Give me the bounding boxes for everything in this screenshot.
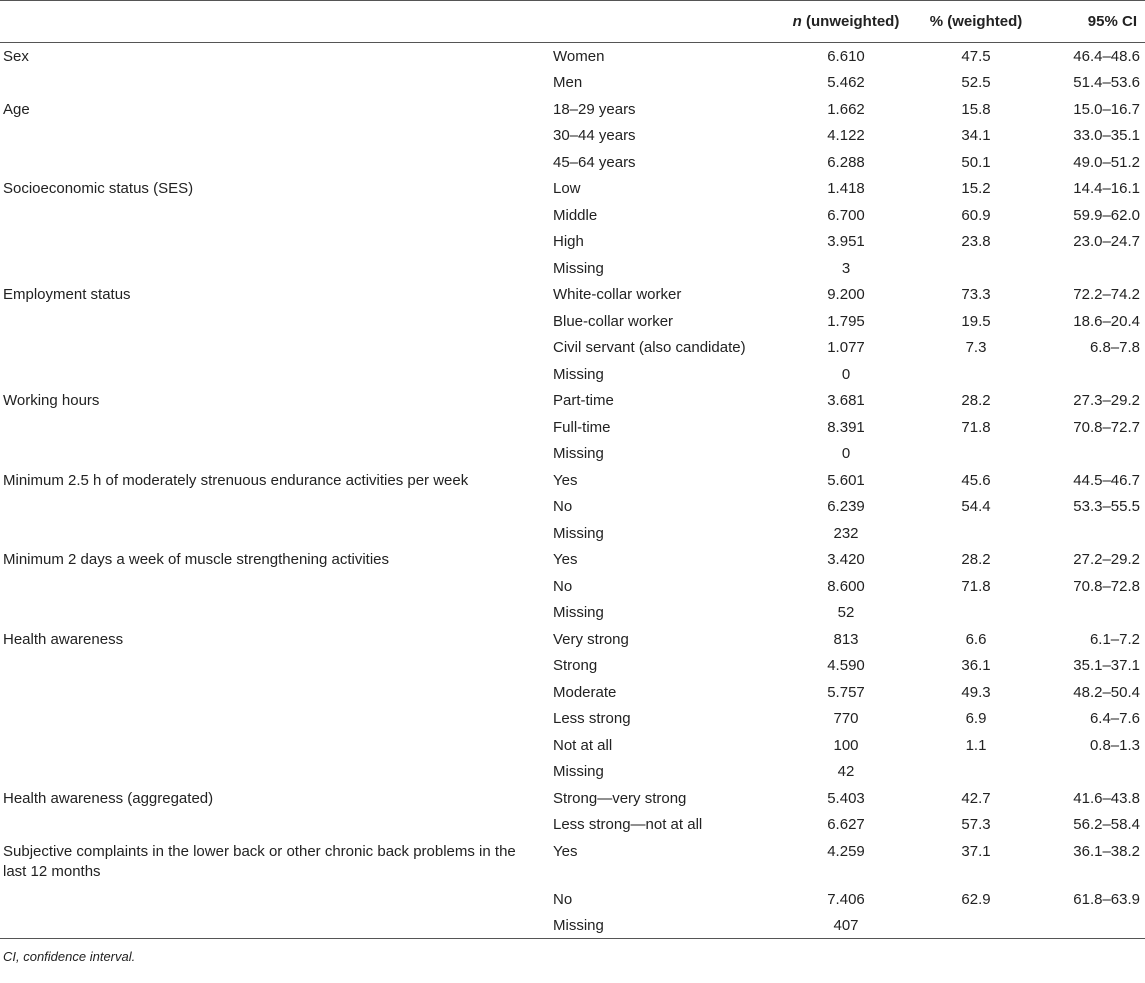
table-row [0, 811, 1145, 838]
cell-pct-weighted: 15.8 [961, 100, 991, 118]
cell-n-unweighted: 42 [837, 763, 855, 780]
cell-variable [0, 758, 545, 785]
cell-category: Missing [553, 365, 604, 383]
table-row [0, 912, 1145, 939]
cell-pct-weighted: 62.9 [961, 890, 991, 908]
cell-ci: 27.2–29.2 [1073, 551, 1140, 568]
cell-pct-weighted: 71.8 [961, 418, 991, 436]
cell-ci: 48.2–50.4 [1073, 683, 1140, 701]
cell-variable [0, 732, 545, 759]
cell-ci [1041, 912, 1145, 939]
cell-category: Part-time [553, 392, 614, 409]
cell-category: White-collar worker [553, 286, 682, 303]
table-row [0, 493, 1145, 520]
table-header-row [0, 1, 1145, 43]
cell-variable [0, 361, 545, 388]
cell-ci: 36.1–38.2 [1073, 842, 1140, 860]
table-row [0, 440, 1145, 467]
cell-n-unweighted: 8.600 [827, 577, 865, 595]
cell-ci: 59.9–62.0 [1073, 206, 1140, 224]
table-row [0, 732, 1145, 759]
table-row [0, 387, 1145, 414]
cell-variable: Socioeconomic status (SES) [3, 180, 194, 197]
cell-category: Yes [553, 551, 578, 568]
table-row [0, 626, 1145, 653]
cell-pct-weighted [911, 599, 1041, 626]
table-row [0, 255, 1145, 282]
cell-category: Yes [553, 842, 578, 860]
cell-pct-weighted: 52.5 [961, 74, 991, 91]
cell-pct-weighted [911, 361, 1041, 388]
cell-n-unweighted: 6.288 [827, 153, 865, 171]
cell-pct-weighted [911, 255, 1041, 282]
cell-ci: 53.3–55.5 [1073, 498, 1140, 515]
table-row [0, 43, 1145, 70]
cell-pct-weighted: 34.1 [961, 127, 991, 144]
cell-ci [1041, 361, 1145, 388]
cell-variable [0, 308, 545, 335]
cell-ci: 49.0–51.2 [1073, 153, 1140, 171]
cell-pct-weighted: 15.2 [961, 180, 991, 197]
cell-n-unweighted: 6.627 [827, 816, 865, 833]
table-row [0, 96, 1145, 123]
cell-variable [0, 149, 545, 176]
cell-ci: 61.8–63.9 [1073, 890, 1140, 908]
cell-pct-weighted: 71.8 [961, 577, 991, 595]
table-row [0, 361, 1145, 388]
table-row [0, 758, 1145, 785]
table-row [0, 69, 1145, 96]
cell-category: Very strong [553, 630, 629, 648]
cell-variable: Health awareness [3, 630, 124, 648]
cell-variable [0, 122, 545, 149]
cell-pct-weighted: 54.4 [961, 498, 991, 515]
cell-n-unweighted: 770 [833, 710, 859, 727]
cell-category: No [553, 498, 573, 515]
cell-category: Middle [553, 206, 598, 224]
cell-n-unweighted: 0 [841, 445, 851, 462]
table-row [0, 414, 1145, 441]
cell-n-unweighted: 3.951 [827, 233, 865, 250]
cell-variable: Sex [3, 48, 29, 65]
cell-n-unweighted: 6.700 [827, 206, 865, 224]
cell-n-unweighted: 4.122 [827, 127, 865, 144]
cell-n-unweighted: 5.403 [827, 789, 865, 807]
cell-n-unweighted: 52 [837, 604, 855, 621]
header-n-unweighted [781, 1, 911, 43]
table-row [0, 175, 1145, 202]
cell-ci: 15.0–16.7 [1073, 100, 1140, 118]
cell-category: Men [553, 74, 583, 91]
cell-n-unweighted: 5.601 [827, 471, 865, 489]
cell-variable [0, 886, 545, 913]
cell-category: 18–29 years [553, 100, 636, 118]
cell-ci: 27.3–29.2 [1073, 392, 1140, 409]
cell-pct-weighted: 1.1 [965, 736, 987, 754]
cell-variable: Employment status [3, 286, 131, 303]
cell-ci [1041, 599, 1145, 626]
cell-pct-weighted: 28.2 [961, 392, 991, 409]
cell-variable: Minimum 2 days a week of muscle strengthening activities [3, 551, 390, 568]
cell-pct-weighted: 6.6 [965, 630, 987, 648]
cell-category: Missing [545, 912, 781, 939]
header-pct-weighted: % (weighted) [911, 1, 1041, 43]
cell-pct-weighted: 57.3 [961, 816, 991, 833]
cell-n-unweighted: 232 [833, 524, 859, 542]
table-row [0, 652, 1145, 679]
cell-n-unweighted: 7.406 [827, 890, 865, 908]
cell-variable [0, 811, 545, 838]
table-footnote: CI, confidence interval. [3, 949, 136, 964]
cell-n-unweighted: 5.757 [827, 683, 865, 701]
cell-category: High [553, 233, 584, 250]
cell-n-unweighted: 0 [841, 365, 851, 383]
table-body [0, 43, 1145, 939]
cell-category: Missing [553, 763, 604, 780]
cell-variable [0, 255, 545, 282]
cell-variable: Age [3, 100, 30, 118]
cell-ci: 23.0–24.7 [1073, 233, 1140, 250]
cell-pct-weighted: 60.9 [961, 206, 991, 224]
footnote-area [0, 939, 1145, 979]
cell-category: No [553, 577, 573, 595]
cell-ci: 44.5–46.7 [1073, 471, 1140, 489]
cell-ci: 41.6–43.8 [1073, 789, 1140, 807]
header-n-rest: (unweighted) [801, 13, 900, 30]
cell-ci: 56.2–58.4 [1073, 816, 1140, 833]
cell-n-unweighted: 4.259 [827, 842, 865, 860]
cell-ci: 70.8–72.7 [1073, 418, 1140, 436]
cell-pct-weighted: 47.5 [961, 48, 991, 65]
cell-ci: 35.1–37.1 [1073, 657, 1140, 674]
cell-category: 30–44 years [553, 127, 636, 144]
cell-ci: 51.4–53.6 [1073, 74, 1140, 91]
cell-ci: 6.8–7.8 [1089, 339, 1140, 356]
cell-pct-weighted: 37.1 [961, 842, 991, 860]
cell-ci [1041, 758, 1145, 785]
header-variable [0, 1, 545, 43]
table-row [0, 679, 1145, 706]
cell-pct-weighted [911, 520, 1041, 547]
cell-n-unweighted: 100 [833, 736, 859, 754]
cell-ci: 0.8–1.3 [1089, 736, 1140, 754]
table-row [0, 705, 1145, 732]
cell-ci: 14.4–16.1 [1073, 180, 1140, 197]
cell-n-unweighted: 1.418 [827, 180, 865, 197]
cell-variable: Health awareness (aggregated) [3, 789, 214, 807]
cell-n-unweighted: 8.391 [827, 418, 865, 436]
cell-pct-weighted [911, 440, 1041, 467]
cell-ci [1041, 255, 1145, 282]
cell-ci: 6.4–7.6 [1089, 710, 1140, 727]
cell-variable: Minimum 2.5 h of moderately strenuous endurance activities per week [3, 471, 469, 489]
header-n-italic: n [792, 13, 802, 30]
cell-variable [0, 228, 545, 255]
table-row [0, 149, 1145, 176]
header-ci: 95% CI [1041, 1, 1145, 43]
cell-variable [0, 414, 545, 441]
table-row [0, 308, 1145, 335]
cell-pct-weighted: 45.6 [961, 471, 991, 489]
cell-category: Missing [553, 445, 604, 462]
table-row [0, 520, 1145, 547]
table-row [0, 546, 1145, 573]
cell-category: Strong [553, 657, 598, 674]
cell-pct-weighted: 6.9 [965, 710, 987, 727]
cell-pct-weighted [911, 912, 1041, 939]
cell-category: Less strong—not at all [553, 816, 703, 833]
cell-n-unweighted: 1.795 [827, 312, 865, 330]
table-row [0, 886, 1145, 913]
cell-variable [0, 912, 545, 939]
cell-variable [0, 202, 545, 229]
cell-pct-weighted: 28.2 [961, 551, 991, 568]
cell-variable [0, 679, 545, 706]
table-row [0, 202, 1145, 229]
cell-n-unweighted: 813 [833, 630, 859, 648]
table-row [0, 599, 1145, 626]
cell-category: Civil servant (also candidate) [553, 339, 746, 356]
cell-variable [0, 493, 545, 520]
cell-pct-weighted: 7.3 [965, 339, 987, 356]
cell-category: No [553, 890, 573, 908]
cell-category: Missing [553, 604, 604, 621]
cell-category: Less strong [553, 710, 631, 727]
table-row [0, 573, 1145, 600]
table-row [0, 281, 1145, 308]
cell-pct-weighted: 23.8 [961, 233, 991, 250]
cell-n-unweighted: 4.590 [827, 657, 865, 674]
table-row [0, 785, 1145, 812]
cell-pct-weighted: 36.1 [961, 657, 991, 674]
cell-variable [0, 520, 545, 547]
cell-n-unweighted: 3 [841, 259, 851, 277]
table-row [0, 838, 1145, 886]
cell-ci: 70.8–72.8 [1073, 577, 1140, 595]
cell-ci [1041, 520, 1145, 547]
cell-pct-weighted [911, 758, 1041, 785]
cell-variable [0, 334, 545, 361]
cell-variable: Subjective complaints in the lower back or other chronic back problems in the last 12 months [3, 842, 516, 880]
cell-n-unweighted: 407 [781, 912, 911, 939]
cell-category: 45–64 years [553, 153, 636, 171]
cell-category: Women [553, 48, 605, 65]
cell-ci: 46.4–48.6 [1073, 48, 1140, 65]
table-row [0, 122, 1145, 149]
table-row [0, 334, 1145, 361]
cell-ci: 18.6–20.4 [1073, 312, 1140, 330]
cell-variable: Working hours [3, 392, 100, 409]
cell-category: Moderate [553, 683, 617, 701]
cell-ci [1041, 440, 1145, 467]
cell-category: Missing [553, 524, 604, 542]
table-row [0, 467, 1145, 494]
cell-pct-weighted: 49.3 [961, 683, 991, 701]
cell-category: Strong—very strong [553, 789, 687, 807]
cell-category: Yes [553, 471, 578, 489]
cell-n-unweighted: 3.420 [827, 551, 865, 568]
cell-variable [0, 652, 545, 679]
cell-category: Full-time [553, 418, 611, 436]
cell-n-unweighted: 9.200 [827, 286, 865, 303]
header-category [545, 1, 781, 43]
cell-category: Low [553, 180, 581, 197]
cell-n-unweighted: 3.681 [827, 392, 865, 409]
table-row [0, 228, 1145, 255]
cell-category: Blue-collar worker [553, 312, 674, 330]
cell-n-unweighted: 5.462 [827, 74, 865, 91]
cell-variable [0, 69, 545, 96]
cell-variable [0, 440, 545, 467]
cell-n-unweighted: 6.239 [827, 498, 865, 515]
cell-ci: 72.2–74.2 [1073, 286, 1140, 303]
cell-pct-weighted: 73.3 [961, 286, 991, 303]
cell-ci: 6.1–7.2 [1089, 630, 1140, 648]
cell-n-unweighted: 1.662 [827, 100, 865, 118]
cell-ci: 33.0–35.1 [1073, 127, 1140, 144]
cell-variable [0, 599, 545, 626]
cell-category: Missing [553, 259, 604, 277]
cell-pct-weighted: 50.1 [961, 153, 991, 171]
cell-pct-weighted: 19.5 [961, 312, 991, 330]
cell-pct-weighted: 42.7 [961, 789, 991, 807]
cell-variable [0, 705, 545, 732]
cell-n-unweighted: 6.610 [827, 48, 865, 65]
cell-variable [0, 573, 545, 600]
cell-category: Not at all [553, 736, 613, 754]
cell-n-unweighted: 1.077 [827, 339, 865, 356]
